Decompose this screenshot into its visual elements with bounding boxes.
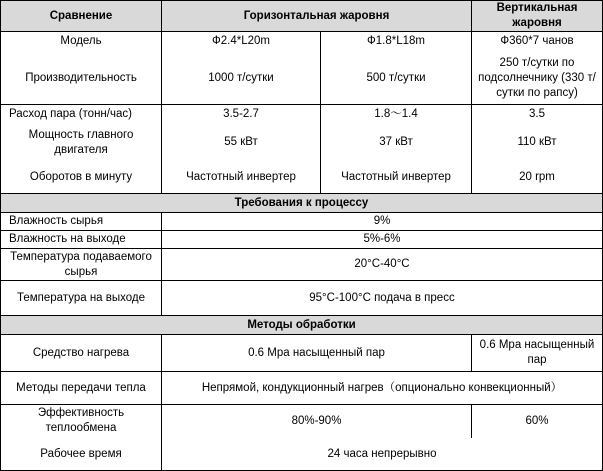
header-cell-comparison: Сравнение	[1, 1, 162, 32]
cell-vertical: 500 т/сутки	[321, 52, 472, 105]
header-row	[1, 1, 603, 32]
table-row	[1, 105, 603, 125]
section-row-methods	[1, 316, 603, 335]
cell-extra: 0.6 Мра насыщенный пар	[472, 335, 603, 372]
table-row	[1, 405, 603, 438]
table-row	[1, 125, 603, 161]
cell-main: 80%-90%	[162, 405, 472, 438]
table-row	[1, 231, 603, 249]
cell-vertical: Частотный инвертер	[321, 161, 472, 194]
cell-extra: Ф360*7 чанов	[472, 32, 603, 52]
row-label: Модель	[1, 32, 162, 52]
table-row	[1, 372, 603, 405]
row-label: Методы передачи тепла	[1, 372, 162, 405]
cell-extra: 110 кВт	[472, 125, 603, 161]
cell-vertical: 37 кВт	[321, 125, 472, 161]
cell-extra: 20 rpm	[472, 161, 603, 194]
cell-main: 0.6 Мра насыщенный пар	[162, 335, 472, 372]
table-row	[1, 281, 603, 316]
row-label: Производительность	[1, 52, 162, 105]
row-label: Температура на выходе	[1, 281, 162, 316]
cell-horizontal: 55 кВт	[162, 125, 321, 161]
cell-horizontal: 1000 т/сутки	[162, 52, 321, 105]
cell-horizontal: 3.5-2.7	[162, 105, 321, 125]
row-label: Оборотов в минуту	[1, 161, 162, 194]
header-cell-vertical: Вертикальная жаровня	[472, 1, 603, 32]
cell-value: 5%-6%	[162, 231, 603, 249]
table-row	[1, 335, 603, 372]
row-label: Средство нагрева	[1, 335, 162, 372]
cell-vertical: Ф1.8*L18m	[321, 32, 472, 52]
cell-value: 20°C-40°C	[162, 249, 603, 281]
cell-extra: 60%	[472, 405, 603, 438]
table-row	[1, 32, 603, 52]
row-label: Мощность главного двигателя	[1, 125, 162, 161]
row-label: Влажность на выходе	[1, 231, 162, 249]
cell-horizontal: Ф2.4*L20m	[162, 32, 321, 52]
table-row	[1, 249, 603, 281]
cell-value: 95°C-100°C подача в пресс	[162, 281, 603, 316]
row-label: Рабочее время	[1, 438, 162, 471]
table-row	[1, 161, 603, 194]
row-label: Эффективность теплообмена	[1, 405, 162, 438]
cell-value: Непрямой, кондукционный нагрев（опционально конвекционный）	[162, 372, 603, 405]
row-label: Влажность сырья	[1, 213, 162, 231]
cell-value: 24 часа непрерывно	[162, 438, 603, 471]
table-row	[1, 52, 603, 105]
section-title: Требования к процессу	[1, 194, 603, 213]
header-cell-horizontal: Горизонтальная жаровня	[162, 1, 472, 32]
table-row	[1, 213, 603, 231]
cell-value: 9%	[162, 213, 603, 231]
cell-extra: 3.5	[472, 105, 603, 125]
cell-horizontal: Частотный инвертер	[162, 161, 321, 194]
section-row-process	[1, 194, 603, 213]
cell-extra: 250 т/сутки по подсолнечнику (330 т/сутки по рапсу)	[472, 52, 603, 105]
row-label: Расход пара (тонн/час)	[1, 105, 162, 125]
table-row	[1, 438, 603, 471]
row-label: Температура подаваемого сырья	[1, 249, 162, 281]
cell-vertical: 1.8～1.4	[321, 105, 472, 125]
section-title: Методы обработки	[1, 316, 603, 335]
